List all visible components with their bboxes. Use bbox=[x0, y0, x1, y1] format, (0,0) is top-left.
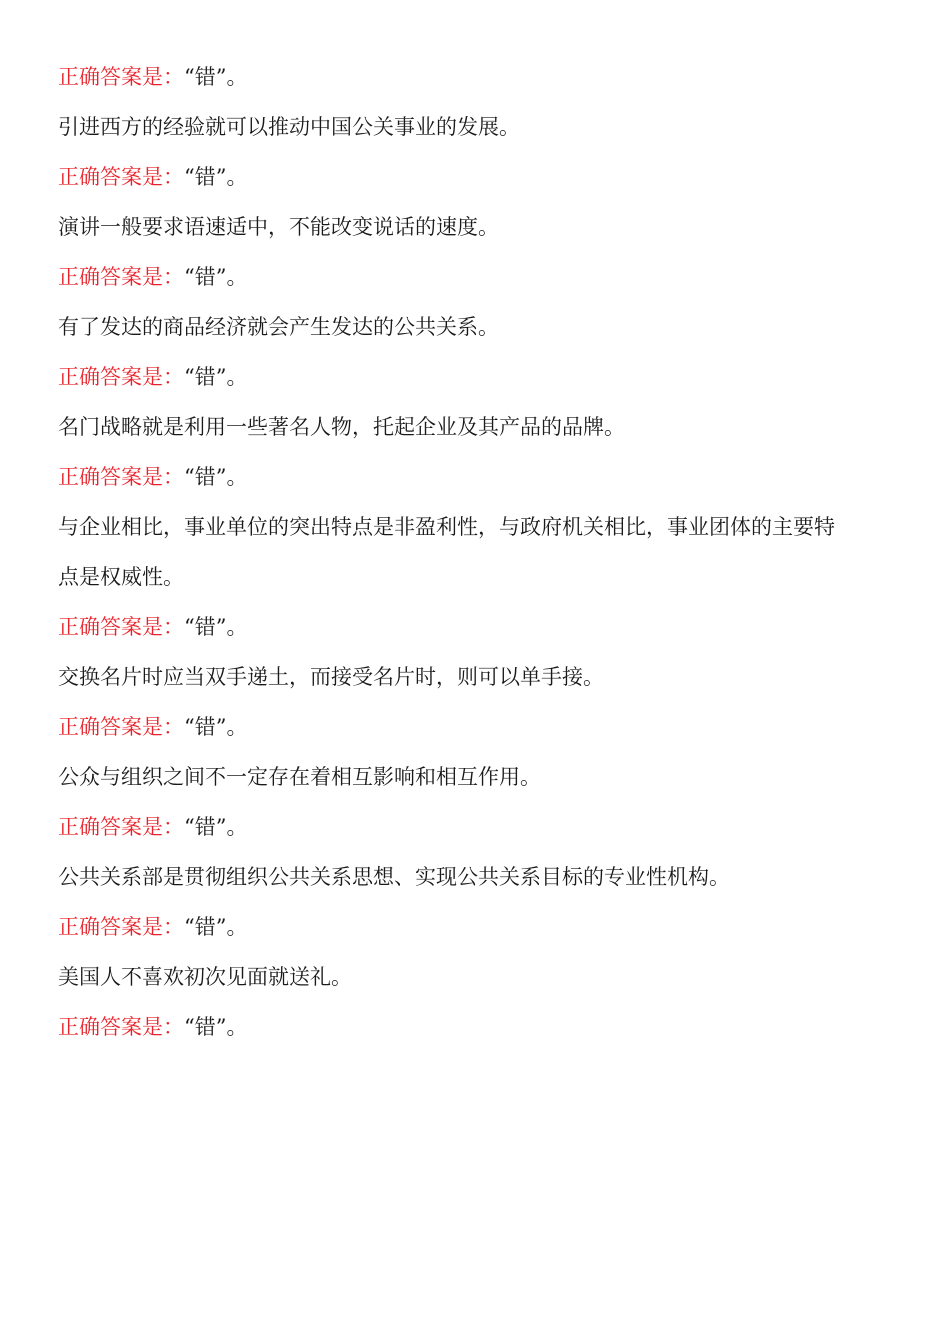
answer-line bbox=[58, 902, 898, 952]
answer-label: 正确答案是： bbox=[58, 715, 184, 739]
answer-line bbox=[58, 352, 898, 402]
answer-label: 正确答案是： bbox=[58, 815, 184, 839]
question-line: 交换名片时应当双手递土，而接受名片时，则可以单手接。 bbox=[58, 665, 604, 689]
document-content bbox=[58, 52, 898, 1052]
answer-label: 正确答案是： bbox=[58, 265, 184, 289]
answer-line bbox=[58, 602, 898, 652]
answer-value: “错”。 bbox=[184, 715, 248, 739]
answer-value: “错”。 bbox=[184, 265, 248, 289]
answer-label: 正确答案是： bbox=[58, 165, 184, 189]
question-line: 引进西方的经验就可以推动中国公关事业的发展。 bbox=[58, 115, 520, 139]
answer-line bbox=[58, 1002, 898, 1052]
answer-value: “错”。 bbox=[184, 915, 248, 939]
answer-line bbox=[58, 802, 898, 852]
answer-label: 正确答案是： bbox=[58, 915, 184, 939]
answer-label: 正确答案是： bbox=[58, 465, 184, 489]
answer-label: 正确答案是： bbox=[58, 365, 184, 389]
answer-value: “错”。 bbox=[184, 465, 248, 489]
answer-value: “错”。 bbox=[184, 1015, 248, 1039]
question-line: 演讲一般要求语速适中，不能改变说话的速度。 bbox=[58, 215, 499, 239]
question-line: 名门战略就是利用一些著名人物，托起企业及其产品的品牌。 bbox=[58, 415, 625, 439]
answer-value: “错”。 bbox=[184, 365, 248, 389]
question-line: 公众与组织之间不一定存在着相互影响和相互作用。 bbox=[58, 765, 541, 789]
answer-label: 正确答案是： bbox=[58, 615, 184, 639]
question-line-continued: 点是权威性。 bbox=[58, 565, 184, 589]
question-line: 有了发达的商品经济就会产生发达的公共关系。 bbox=[58, 315, 499, 339]
answer-line bbox=[58, 252, 898, 302]
answer-label: 正确答案是： bbox=[58, 1015, 184, 1039]
answer-value: “错”。 bbox=[184, 65, 248, 89]
question-line: 美国人不喜欢初次见面就送礼。 bbox=[58, 965, 352, 989]
answer-value: “错”。 bbox=[184, 615, 248, 639]
answer-line bbox=[58, 702, 898, 752]
question-line: 与企业相比，事业单位的突出特点是非盈利性，与政府机关相比，事业团体的主要特 bbox=[58, 515, 835, 539]
answer-value: “错”。 bbox=[184, 165, 248, 189]
answer-label: 正确答案是： bbox=[58, 65, 184, 89]
answer-line bbox=[58, 452, 898, 502]
answer-line bbox=[58, 52, 898, 102]
answer-value: “错”。 bbox=[184, 815, 248, 839]
question-line: 公共关系部是贯彻组织公共关系思想、实现公共关系目标的专业性机构。 bbox=[58, 865, 730, 889]
answer-line bbox=[58, 152, 898, 202]
